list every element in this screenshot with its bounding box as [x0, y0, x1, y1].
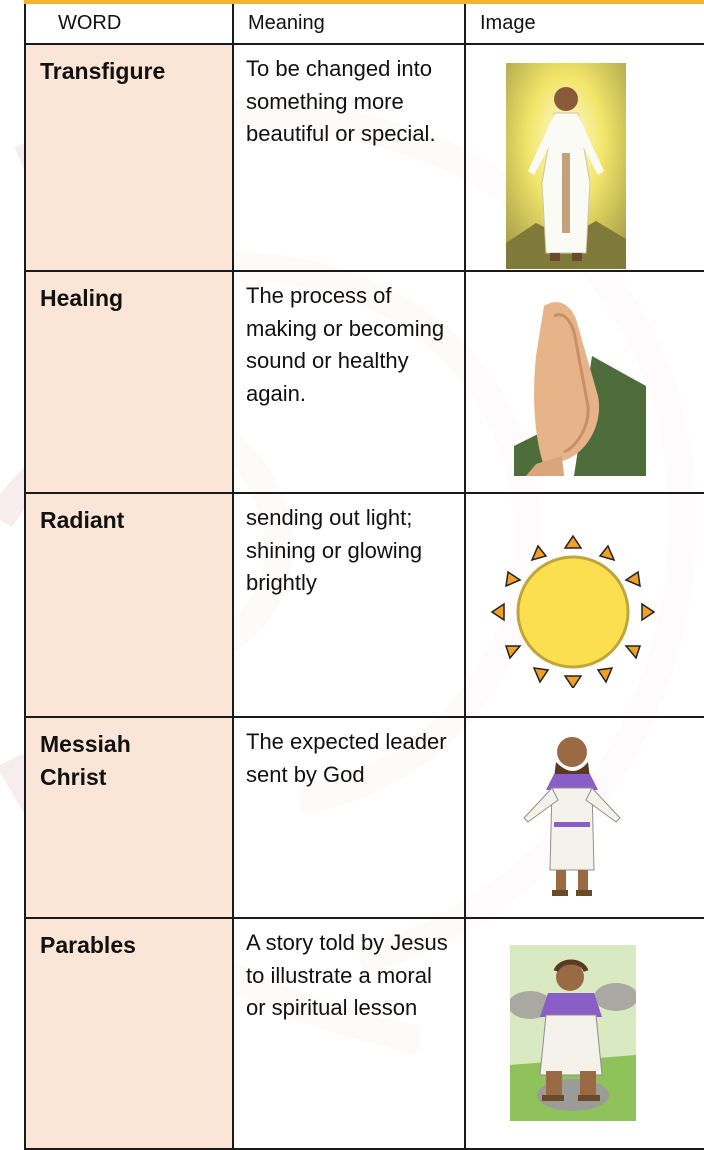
word-text-line-2: Christ	[40, 763, 107, 790]
jesus-seated-icon	[510, 945, 636, 1121]
image-cell	[465, 271, 704, 493]
image-cell	[465, 717, 704, 918]
table-row	[25, 493, 704, 717]
sun-icon	[488, 532, 658, 688]
image-cell	[465, 44, 704, 271]
word-cell	[25, 717, 233, 918]
word-text: Parables	[40, 932, 136, 958]
meaning-cell: The expected leader sent by God	[233, 717, 465, 918]
meaning-cell: sending out light; shining or glowing brightly	[233, 493, 465, 717]
header-image: Image	[465, 2, 704, 44]
header-meaning: Meaning	[233, 2, 465, 44]
vocabulary-table	[24, 0, 704, 1150]
praying-hands-icon	[514, 296, 646, 476]
meaning-cell: To be changed into something more beautiful or special.	[233, 44, 465, 271]
word-cell	[25, 271, 233, 493]
word-cell	[25, 44, 233, 271]
word-cell	[25, 493, 233, 717]
image-cell	[465, 493, 704, 717]
word-text: Radiant	[40, 507, 125, 533]
word-text: Transfigure	[40, 58, 166, 84]
table-row	[25, 717, 704, 918]
jesus-standing-icon	[518, 730, 624, 898]
table-header-row	[25, 2, 704, 44]
meaning-cell: A story told by Jesus to illustrate a moral or spiritual lesson	[233, 918, 465, 1149]
word-text: Healing	[40, 285, 124, 311]
table-row	[25, 918, 704, 1149]
image-cell	[465, 918, 704, 1149]
table-row	[25, 44, 704, 271]
word-cell	[25, 918, 233, 1149]
table-row	[25, 271, 704, 493]
glowing-jesus-figure-icon	[506, 63, 626, 269]
meaning-cell: The process of making or becoming sound or healthy again.	[233, 271, 465, 493]
word-text-line-1: Messiah	[40, 731, 131, 757]
header-word: WORD	[25, 2, 233, 44]
